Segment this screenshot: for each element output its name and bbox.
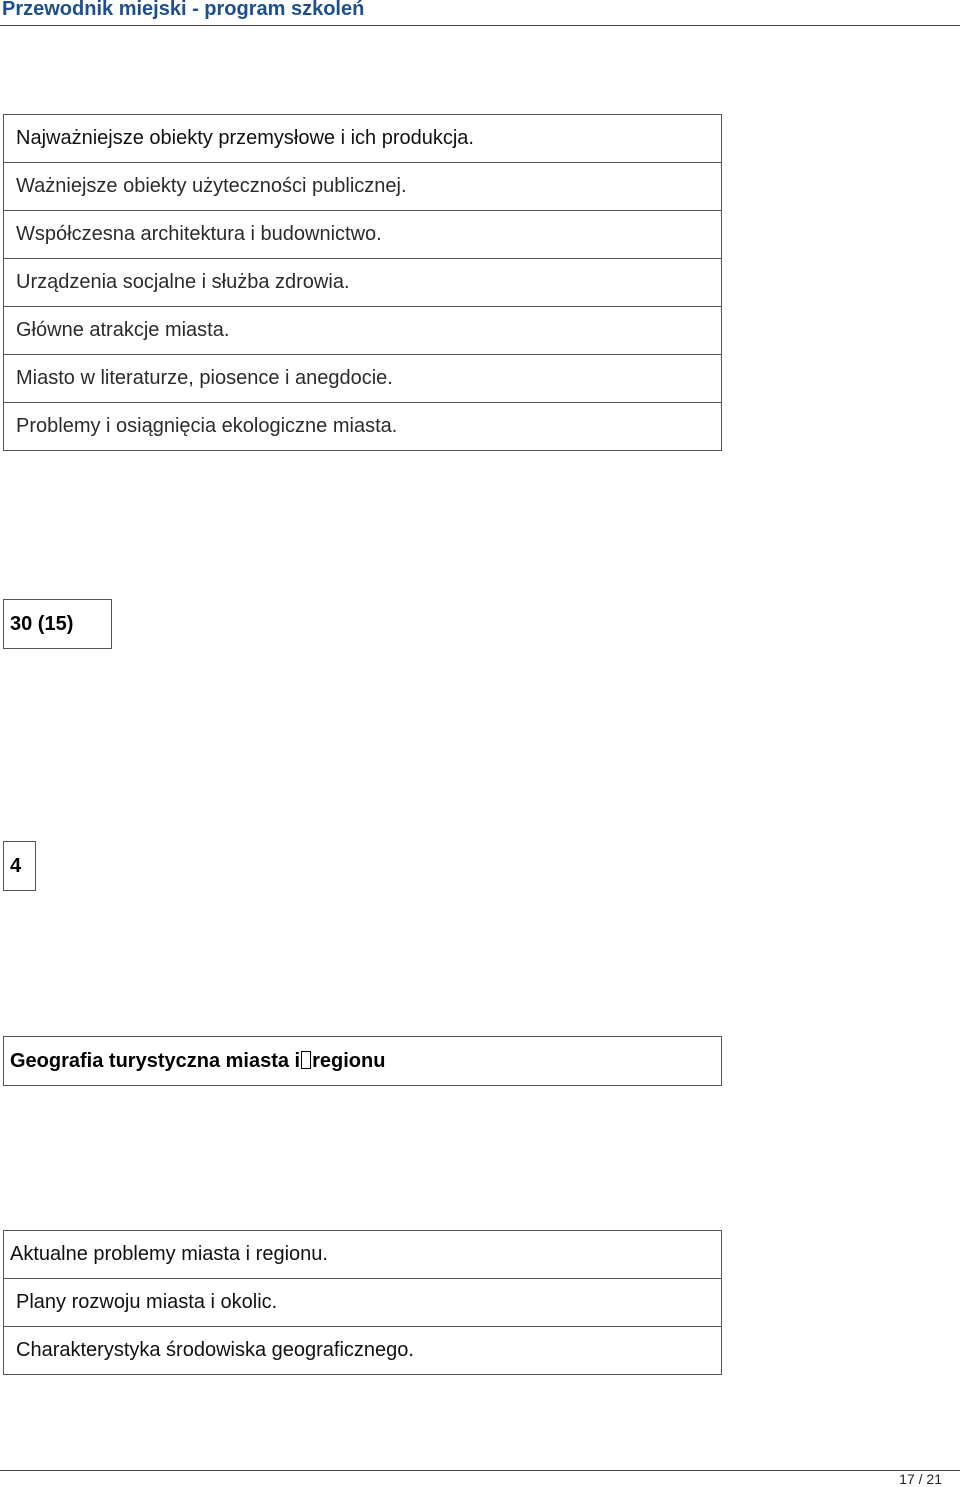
section-topic-row: Plany rozwoju miasta i okolic.: [3, 1278, 722, 1327]
topic-row: Najważniejsze obiekty przemysłowe i ich produkcja.: [3, 114, 722, 163]
page-number: 17 / 21: [899, 1471, 942, 1487]
topic-row: Współczesna architektura i budownictwo.: [3, 210, 722, 259]
section-topic-row: Charakterystyka środowiska geograficznego.: [3, 1326, 722, 1375]
missing-glyph-icon: [301, 1051, 311, 1069]
topic-row: Urządzenia socjalne i służba zdrowia.: [3, 258, 722, 307]
topic-row: Problemy i osiągnięcia ekologiczne miasta.: [3, 402, 722, 451]
section-number-box: 4: [3, 841, 36, 891]
topic-row: Ważniejsze obiekty użyteczności publicznej.: [3, 162, 722, 211]
header-divider: [0, 25, 960, 26]
footer-divider: [0, 1470, 960, 1471]
document-header: [0, 0, 960, 26]
section-title: Geografia turystyczna miasta i regionu: [10, 1049, 386, 1072]
hours-box: 30 (15): [3, 599, 112, 649]
topics-table: [3, 114, 722, 451]
topic-row: Miasto w literaturze, piosence i anegdocie.: [3, 354, 722, 403]
topic-row: Główne atrakcje miasta.: [3, 306, 722, 355]
document-title: Przewodnik miejski - program szkoleń: [2, 0, 365, 20]
section-topic-row: Aktualne problemy miasta i regionu.: [3, 1230, 722, 1279]
section-topics-table: [3, 1230, 722, 1375]
section-title-box: [3, 1036, 722, 1086]
